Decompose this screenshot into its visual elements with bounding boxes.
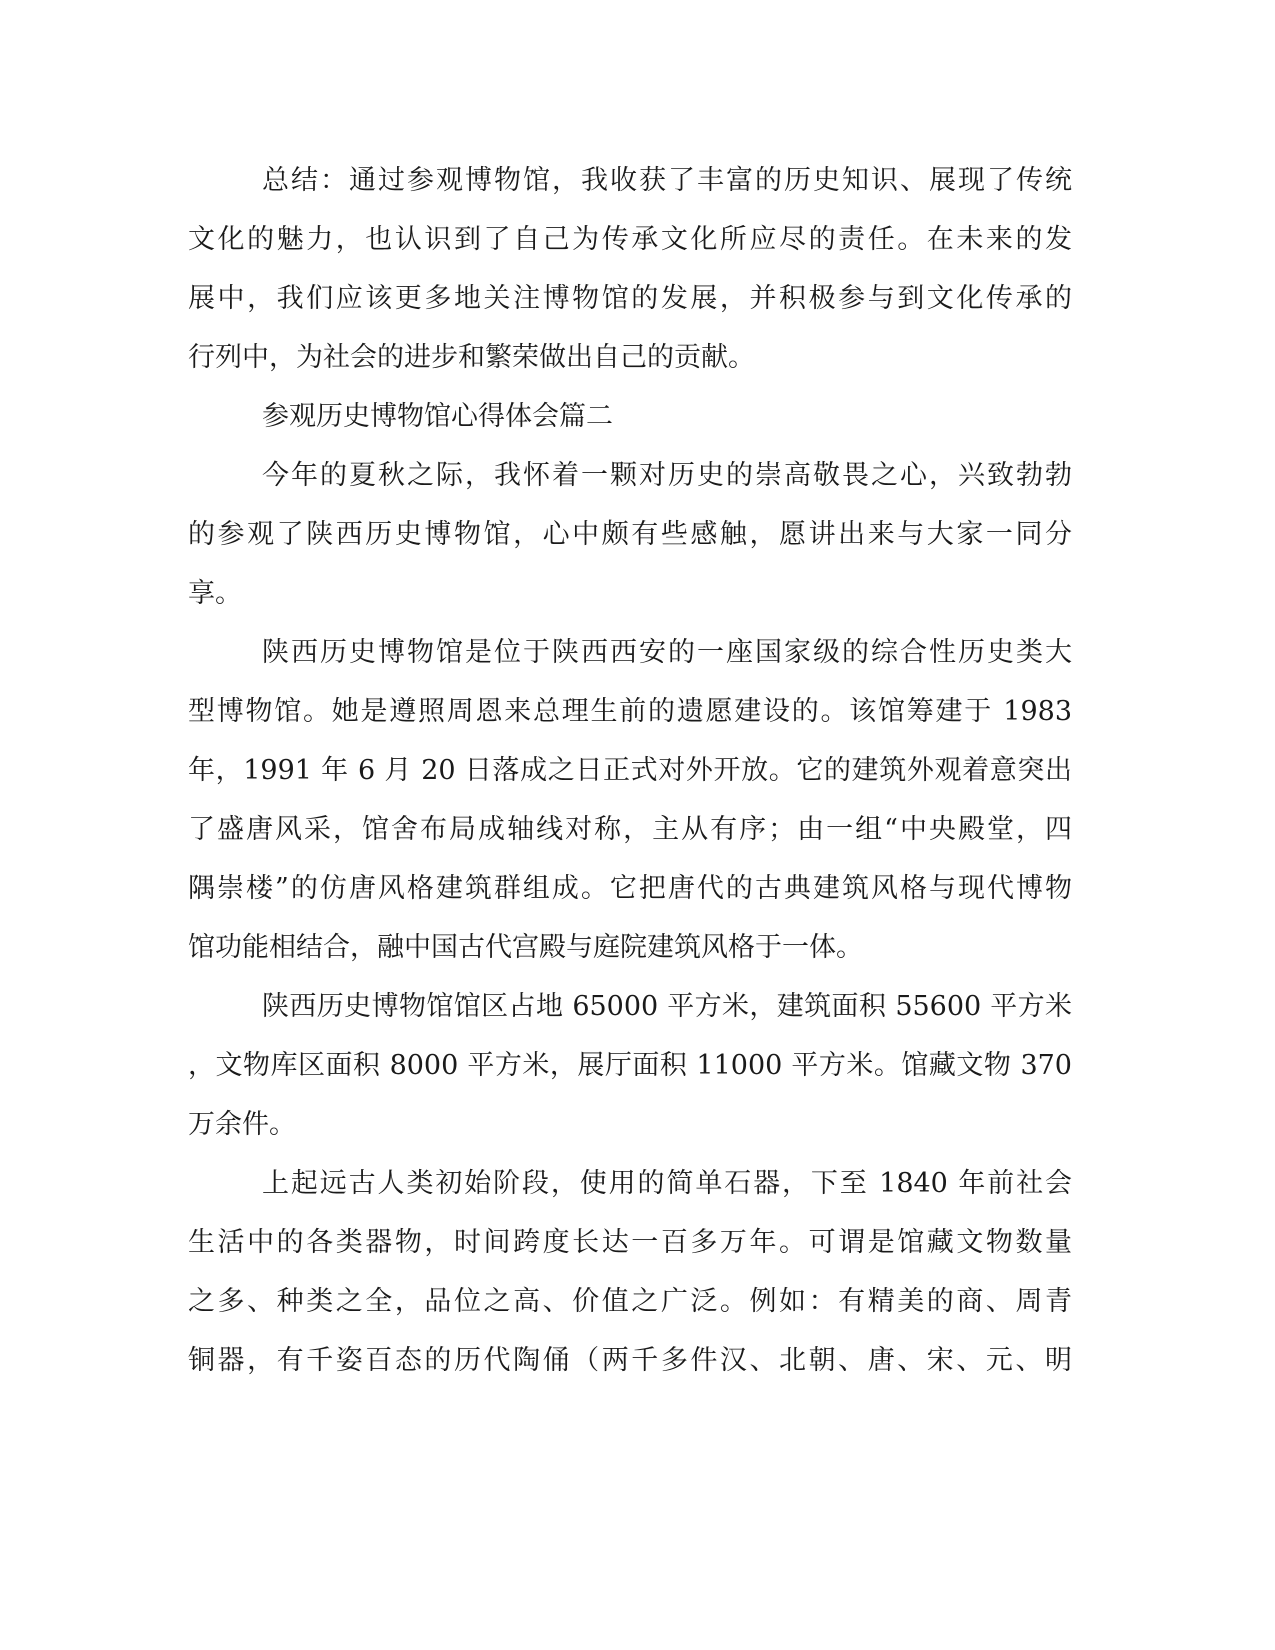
summary-paragraph-line: 展中，我们应该更多地关注博物馆的发展，并积极参与到文化传承的 (188, 283, 1072, 314)
summary-paragraph-line: 文化的魅力，也认识到了自己为传承文化所应尽的责任。在未来的发 (188, 224, 1072, 255)
body-paragraph-line: 陕西历史博物馆是位于陕西西安的一座国家级的综合性历史类大 (262, 637, 1072, 668)
body-paragraph-line: 之多、种类之全，品位之高、价值之广泛。例如：有精美的商、周青 (188, 1286, 1072, 1317)
body-paragraph-line: 上起远古人类初始阶段，使用的简单石器，下至 1840 年前社会 (262, 1168, 1072, 1199)
body-paragraph-line: 享。 (188, 578, 242, 609)
body-paragraph-line: 型博物馆。她是遵照周恩来总理生前的遗愿建设的。该馆筹建于 1983 (188, 696, 1072, 727)
body-paragraph-line: 陕西历史博物馆馆区占地 65000 平方米，建筑面积 55600 平方米 (262, 991, 1072, 1022)
body-paragraph-line: 的参观了陕西历史博物馆，心中颇有些感触，愿讲出来与大家一同分 (188, 519, 1072, 550)
summary-paragraph-line: 行列中，为社会的进步和繁荣做出自己的贡献。 (188, 342, 755, 373)
body-paragraph-line: 年，1991 年 6 月 20 日落成之日正式对外开放。它的建筑外观着意突出 (188, 755, 1072, 786)
body-paragraph-line: 隅崇楼”的仿唐风格建筑群组成。它把唐代的古典建筑风格与现代博物 (188, 873, 1072, 904)
body-paragraph-line: ，文物库区面积 8000 平方米，展厅面积 11000 平方米。馆藏文物 370 (188, 1050, 1072, 1081)
body-paragraph-line: 今年的夏秋之际，我怀着一颗对历史的崇高敬畏之心，兴致勃勃 (262, 460, 1072, 491)
body-paragraph-line: 了盛唐风采，馆舍布局成轴线对称，主从有序；由一组“中央殿堂，四 (188, 814, 1072, 845)
body-paragraph-line: 生活中的各类器物，时间跨度长达一百多万年。可谓是馆藏文物数量 (188, 1227, 1072, 1258)
body-paragraph-line: 馆功能相结合，融中国古代宫殿与庭院建筑风格于一体。 (188, 932, 863, 963)
section-heading: 参观历史博物馆心得体会篇二 (262, 401, 613, 432)
body-paragraph-line: 铜器，有千姿百态的历代陶俑（两千多件汉、北朝、唐、宋、元、明 (188, 1345, 1072, 1376)
body-paragraph-line: 万余件。 (188, 1109, 296, 1140)
summary-paragraph-line: 总结：通过参观博物馆，我收获了丰富的历史知识、展现了传统 (262, 165, 1072, 196)
